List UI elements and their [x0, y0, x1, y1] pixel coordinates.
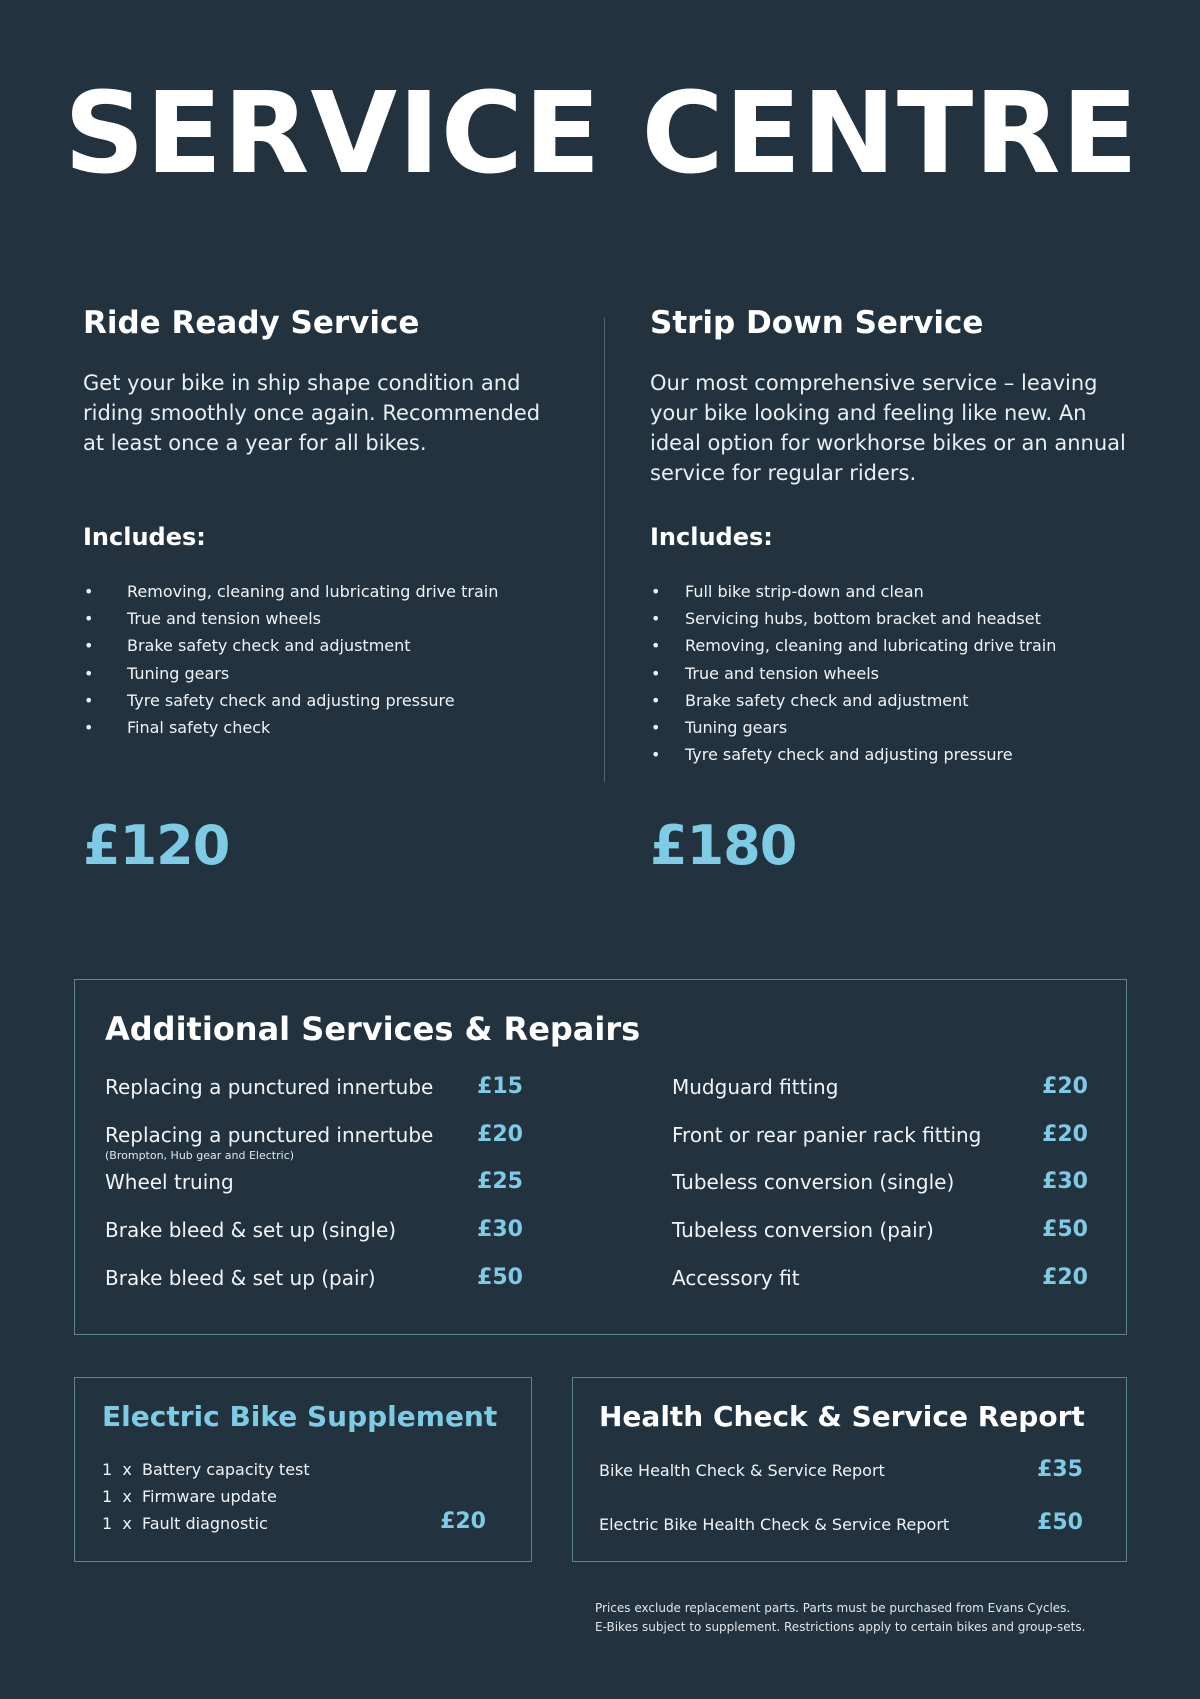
list-item: • Tuning gears — [649, 714, 1056, 741]
strip-down-price: £180 — [650, 814, 797, 877]
strip-down-title: Strip Down Service — [650, 305, 984, 341]
repair-item-price: £25 — [477, 1169, 523, 1194]
repair-item-price: £30 — [477, 1217, 523, 1242]
list-item: • True and tension wheels — [649, 660, 1056, 687]
repair-item-price: £15 — [477, 1074, 523, 1099]
footer-note: Prices exclude replacement parts. Parts must be purchased from Evans Cycles. — [595, 1601, 1071, 1615]
list-item: • Servicing hubs, bottom bracket and headset — [649, 605, 1056, 632]
list-item: • True and tension wheels — [78, 605, 498, 632]
ride-ready-price: £120 — [83, 814, 230, 877]
repair-item-name: Brake bleed & set up (single) — [105, 1218, 397, 1242]
repair-item-price: £20 — [1042, 1122, 1088, 1147]
health-check-title: Health Check & Service Report — [599, 1400, 1085, 1433]
repair-item-price: £20 — [1042, 1074, 1088, 1099]
list-item: • Full bike strip-down and clean — [649, 578, 1056, 605]
list-item: • Final safety check — [78, 714, 498, 741]
column-divider — [604, 318, 605, 782]
electric-supplement-item: 1 x Battery capacity test — [102, 1460, 310, 1479]
repair-item-price: £20 — [1042, 1265, 1088, 1290]
electric-supplement-item: 1 x Firmware update — [102, 1487, 277, 1506]
repair-item-name: Tubeless conversion (single) — [672, 1170, 955, 1194]
list-item: • Brake safety check and adjustment — [78, 632, 498, 659]
list-item: • Removing, cleaning and lubricating drive train — [649, 632, 1056, 659]
footer-note: E-Bikes subject to supplement. Restrictions apply to certain bikes and group-sets. — [595, 1620, 1086, 1634]
electric-supplement-price: £20 — [440, 1509, 486, 1534]
list-item: • Tyre safety check and adjusting pressure — [649, 741, 1056, 768]
list-item: • Tyre safety check and adjusting pressure — [78, 687, 498, 714]
list-item: • Tuning gears — [78, 660, 498, 687]
repair-item-name: Wheel truing — [105, 1170, 234, 1194]
electric-supplement-title: Electric Bike Supplement — [102, 1400, 498, 1433]
strip-down-includes-list — [649, 578, 1056, 768]
repair-item-name: Front or rear panier rack fitting — [672, 1123, 982, 1147]
strip-down-description: Our most comprehensive service – leaving your bike looking and feeling like new. An ideal option for workhorse bikes or an annual service for regular riders. — [650, 371, 1126, 485]
repair-item-price: £30 — [1042, 1169, 1088, 1194]
repair-item-name: Mudguard fitting — [672, 1075, 839, 1099]
list-item: • Removing, cleaning and lubricating drive train — [78, 578, 498, 605]
repair-item-price: £50 — [477, 1265, 523, 1290]
repair-item-name: Tubeless conversion (pair) — [672, 1218, 934, 1242]
electric-supplement-item: 1 x Fault diagnostic — [102, 1514, 268, 1533]
health-check-item-name: Bike Health Check & Service Report — [599, 1461, 885, 1480]
repair-item-price: £20 — [477, 1122, 523, 1147]
strip-down-includes-label: Includes: — [650, 523, 773, 551]
health-check-item-price: £50 — [1037, 1510, 1083, 1535]
ride-ready-description: Get your bike in ship shape condition and riding smoothly once again. Recommended at least once a year for all bikes. — [83, 371, 541, 455]
repair-item-note: (Brompton, Hub gear and Electric) — [105, 1149, 295, 1162]
list-item: • Brake safety check and adjustment — [649, 687, 1056, 714]
repair-item-price: £50 — [1042, 1217, 1088, 1242]
health-check-item-name: Electric Bike Health Check & Service Report — [599, 1515, 950, 1534]
page-title: SERVICE CENTRE — [64, 69, 1140, 199]
ride-ready-title: Ride Ready Service — [83, 305, 420, 341]
ride-ready-includes-label: Includes: — [83, 523, 206, 551]
additional-services-title: Additional Services & Repairs — [105, 1010, 641, 1048]
repair-item-name: Replacing a punctured innertube — [105, 1075, 434, 1099]
repair-item-name: Replacing a punctured innertube — [105, 1123, 434, 1147]
repair-item-name: Brake bleed & set up (pair) — [105, 1266, 376, 1290]
ride-ready-includes-list — [78, 578, 498, 741]
repair-item-name: Accessory fit — [672, 1266, 800, 1290]
health-check-item-price: £35 — [1037, 1457, 1083, 1482]
